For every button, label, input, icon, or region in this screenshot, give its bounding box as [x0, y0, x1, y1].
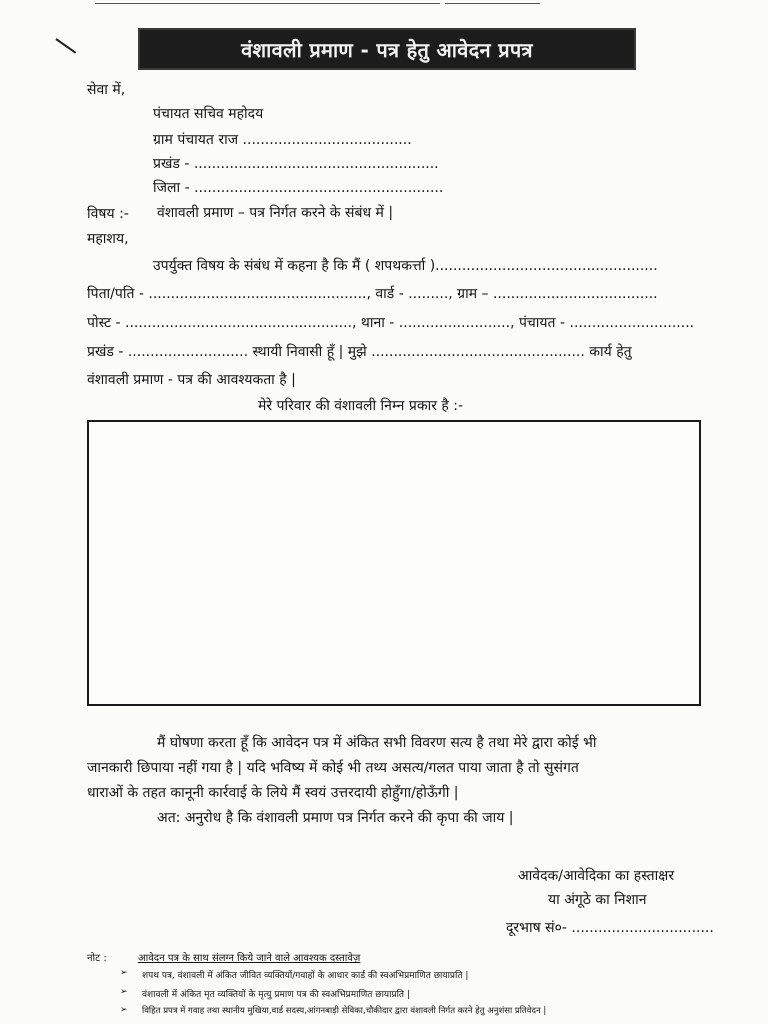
form-title-banner [138, 28, 636, 70]
note-item-1: शपथ पत्र, वंशावली में अंकित जीवित व्यक्तियों/गवाहों के आधार कार्ड की स्वअभिप्रमाणित छायाप्रति | [142, 971, 469, 981]
note-heading: आवेदन पत्र के साथ संलग्न किये जाने वाले आवश्यक दस्तावेज़ [138, 953, 361, 964]
top-scan-line-left [95, 3, 440, 4]
bullet-arrow-icon: ➢ [120, 987, 128, 997]
subject-text: वंशावली प्रमाण – पत्र निर्गत करने के संबंध में | [157, 205, 394, 221]
note-item-2: वंशावली में अंकित मृत व्यक्तियों के मृत्यु प्रमाण पत्र की स्वअभिप्रमाणित छायाप्रति | [142, 990, 410, 1000]
declaration-line-3: धाराओं के तहत कानूनी कार्रवाई के लिये मैं स्वयं उत्तरदायी होहुँगा/होऊँगी | [87, 785, 459, 801]
note-item-3: विहित प्रपत्र में गवाह तथा स्थानीय मुखिया,वार्ड सदस्य,आंगनबाड़ी सेविका,चौकीदार द्वारा वंशावली निर्गत करने हेतु अनुशंसा प्रतिवेदन | [142, 1006, 547, 1016]
form-line-3: पोस्ट - ..................................................., थाना - ........................., पंचायत - ............................ [87, 315, 695, 331]
declaration-line-1: मैं घोषणा करता हूँ कि आवेदन पत्र में अंकित सभी विवरण सत्य है तथा मेरे द्वारा कोई भी [157, 735, 597, 751]
family-tree-box [87, 420, 701, 706]
bullet-arrow-icon: ➢ [120, 968, 128, 978]
form-line-2: पिता/पति - ................................................., वार्ड - ........., ग्राम – ..................................... [87, 286, 658, 302]
address-gram: ग्राम पंचायत राज ...................................... [153, 132, 412, 148]
top-scan-line-right [445, 3, 540, 4]
family-tree-heading: मेरे परिवार की वंशावली निम्न प्रकार है :- [258, 398, 464, 414]
subject-label: विषय :- [87, 206, 129, 222]
form-line-1: उपर्युक्त विषय के संबंध में कहना है कि मैं ( शपथकर्त्ता ).................................................. [153, 258, 658, 274]
declaration-request: अत: अनुरोध है कि वंशावली प्रमाण पत्र निर्गत करने की कृपा की जाय | [157, 810, 514, 826]
bullet-arrow-icon: ➢ [120, 1005, 128, 1015]
corner-pen-mark [55, 38, 76, 53]
address-block: प्रखंड - ....................................................... [153, 156, 439, 172]
note-label: नोट : [87, 953, 107, 964]
address-to: सेवा में, [87, 82, 126, 98]
form-line-4: प्रखंड - ........................... स्थायी निवासी हूँ | मुझे ................................................ कार्य हेतु [87, 344, 632, 360]
salutation: महाशय, [87, 231, 129, 247]
phone-number-field: दूरभाष सं०- ................................ [506, 920, 714, 936]
form-line-5: वंशावली प्रमाण - पत्र की आवश्यकता है | [87, 372, 296, 388]
address-district: जिला - ........................................................ [153, 180, 444, 196]
declaration-line-2: जानकारी छिपाया नहीं गया है | यदि भविष्य में कोई भी तथ्य असत्य/गलत पाया जाता है तो सुसंगत [87, 760, 579, 776]
address-officer: पंचायत सचिव महोदय [153, 106, 264, 122]
signature-line-1: आवेदक/आवेदिका का हस्ताक्षर [518, 868, 675, 884]
signature-line-2: या अंगूठे का निशान [548, 892, 647, 908]
form-title: वंशावली प्रमाण - पत्र हेतु आवेदन प्रपत्र [241, 37, 533, 62]
